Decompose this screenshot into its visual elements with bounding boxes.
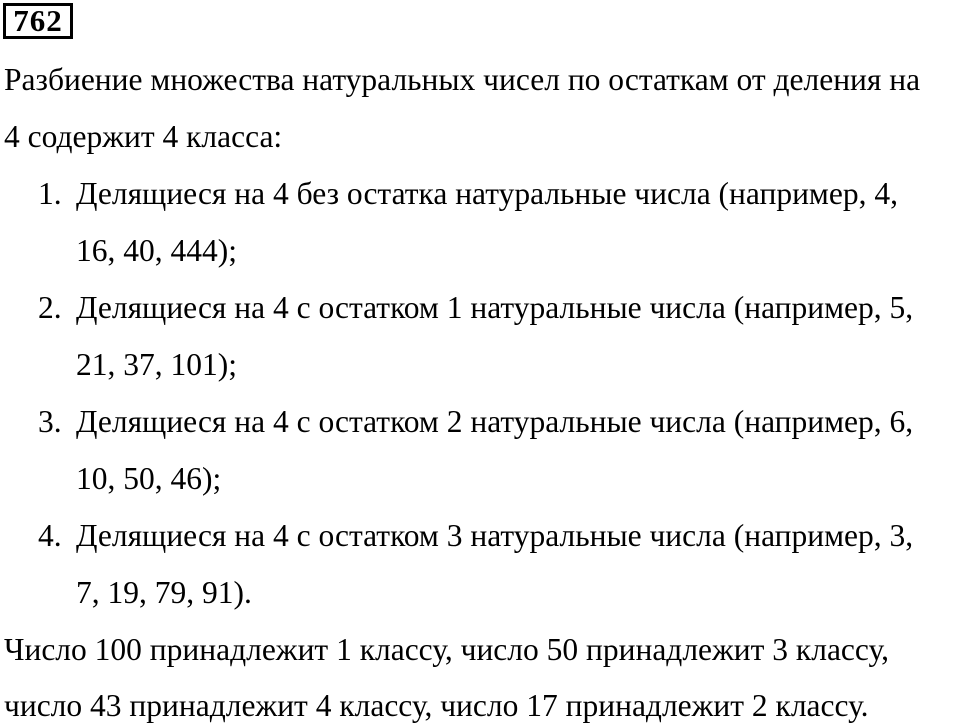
- list-item-line-2: 10, 50, 46);: [76, 461, 222, 496]
- list-item-line-1: Делящиеся на 4 с остатком 3 натуральные числа (например, 3,: [76, 518, 914, 553]
- conclusion-line-2: число 43 принадлежит 4 классу, число 17 принадлежит 2 классу.: [4, 688, 869, 723]
- list-item-line-1: Делящиеся на 4 с остатком 2 натуральные числа (например, 6,: [76, 404, 914, 439]
- list-item-line-1: Делящиеся на 4 без остатка натуральные числа (например, 4,: [76, 176, 898, 211]
- list-item-marker: 3.: [38, 404, 62, 439]
- problem-number-box: 762: [3, 3, 73, 39]
- list-item-line-1: Делящиеся на 4 с остатком 1 натуральные числа (например, 5,: [76, 290, 914, 325]
- intro-line-1: Разбиение множества натуральных чисел по остаткам от деления на: [4, 62, 921, 97]
- list-item-marker: 2.: [38, 290, 62, 325]
- list-item-marker: 1.: [38, 176, 62, 211]
- conclusion-line-1: Число 100 принадлежит 1 классу, число 50 принадлежит 3 классу,: [4, 632, 889, 667]
- intro-line-2: 4 содержит 4 класса:: [4, 119, 283, 154]
- list-item-marker: 4.: [38, 518, 62, 553]
- list-item-line-2: 7, 19, 79, 91).: [76, 575, 252, 610]
- list-item-line-2: 16, 40, 444);: [76, 233, 237, 268]
- list-item-line-2: 21, 37, 101);: [76, 347, 237, 382]
